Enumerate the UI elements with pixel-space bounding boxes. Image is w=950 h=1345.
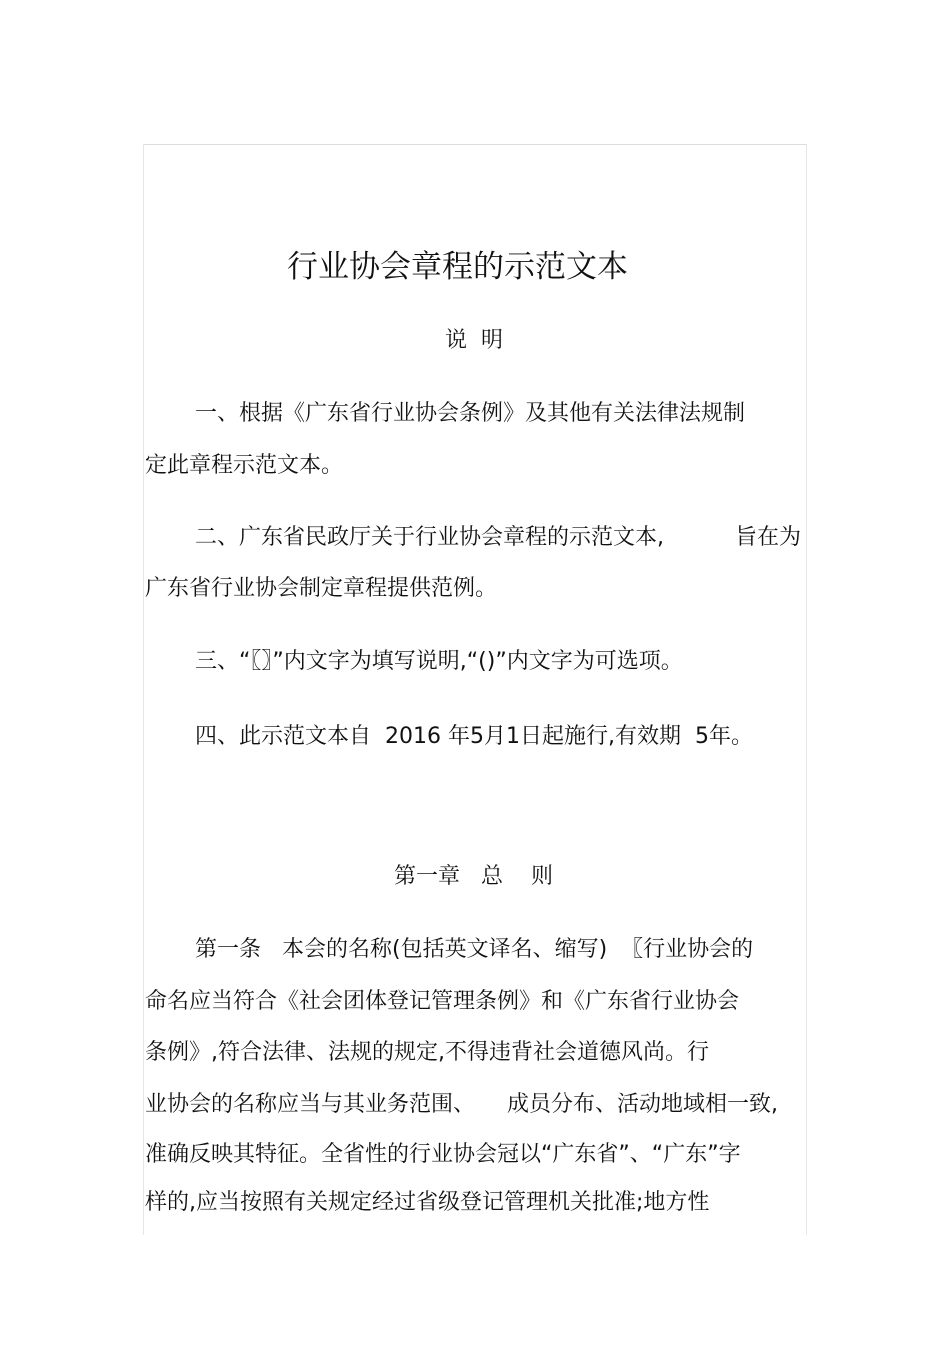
note-2-line-1-tail: 旨在为: [735, 525, 802, 550]
article-1-line-4: 业协会的名称应当与其业务范围、: [145, 1092, 476, 1117]
article-1-line-2: 命名应当符合《社会团体登记管理条例》和《广东省行业协会: [145, 989, 740, 1014]
page-frame: [143, 144, 807, 1235]
document-title: 行业协会章程的示范文本: [287, 249, 628, 285]
explanation-heading: 说 明: [445, 328, 503, 353]
article-1-line-1: 第一条 本会的名称(包括英文译名、缩写) 〖行业协会的: [195, 937, 754, 962]
note-3-line-1: 三、“〖〗”内文字为填写说明,“()”内文字为可选项。: [195, 649, 683, 674]
note-1-line-1: 一、根据《广东省行业协会条例》及其他有关法律法规制: [195, 401, 746, 426]
article-1-line-4-tail: 成员分布、活动地域相一致,: [507, 1092, 778, 1117]
article-1-line-5: 准确反映其特征。全省性的行业协会冠以“广东省”、“广东”字: [145, 1142, 741, 1167]
note-1-line-2: 定此章程示范文本。: [145, 453, 344, 478]
note-2-line-2: 广东省行业协会制定章程提供范例。: [145, 576, 498, 601]
chapter-heading: 第一章 总 则: [394, 864, 553, 889]
article-1-line-3: 条例》,符合法律、法规的规定,不得违背社会道德风尚。行: [145, 1040, 709, 1065]
article-1-line-6: 样的,应当按照有关规定经过省级登记管理机关批准;地方性: [145, 1190, 710, 1215]
note-4-line-1: 四、此示范文本自 2016 年5月1日起施行,有效期 5年。: [195, 724, 753, 749]
note-2-line-1: 二、广东省民政厅关于行业协会章程的示范文本,: [195, 525, 664, 550]
